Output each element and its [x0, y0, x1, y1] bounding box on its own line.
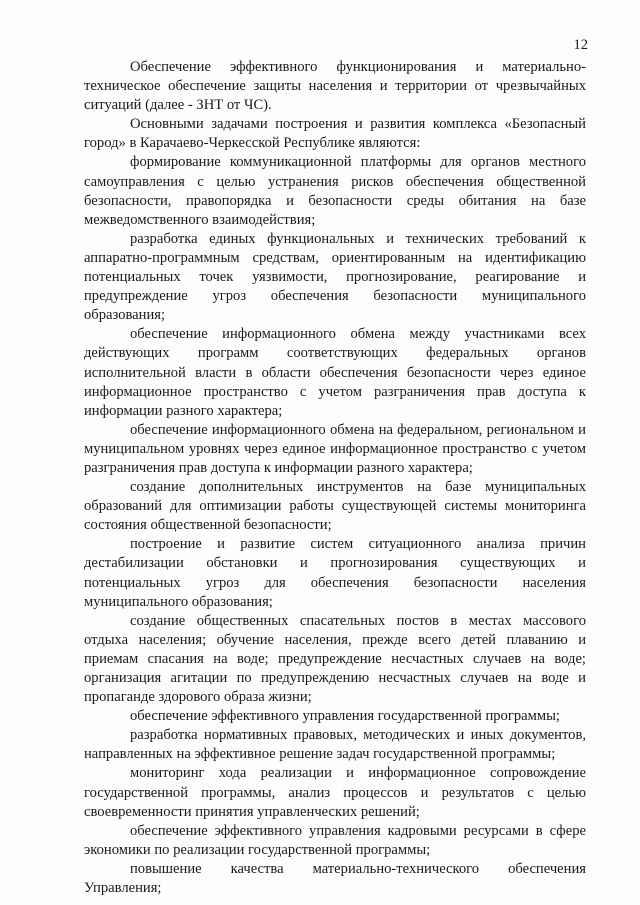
task-item: разработка нормативных правовых, методических и иных документов, направленных на эффективное решение задач государственной программы;	[84, 727, 586, 763]
task-item: формирование коммуникационной платформы для органов местного самоуправления с целью устранения рисков обеспечения общественной безопасности, правопорядка и безопасности среды обитания на базе межведомственного взаимодействия;	[84, 154, 586, 228]
task-item: построение и развитие систем ситуационного анализа причин дестабилизации обстановки и прогнозирования существующих и потенциальных угроз для обеспечения безопасности населения муниципального образования;	[84, 536, 586, 610]
task-item: обеспечение информационного обмена между участниками всех действующих программ соответствующих федеральных органов исполнительной власти в области обеспечения безопасности через единое информационное пространство с учетом разграничения прав доступа к информации разного характера;	[84, 326, 586, 419]
task-item: обеспечение информационного обмена на федеральном, региональном и муниципальном уровнях через единое информационное пространство с учетом разграничения прав доступа к информации разного характера;	[84, 421, 586, 476]
task-item: повышение качества материально-технического обеспечения Управления;	[84, 860, 586, 897]
paragraph-main-tasks: Основными задачами построения и развития комплекса «Безопасный город» в Карачаево-Черкесской Республике являются:	[84, 116, 586, 152]
task-item: обеспечение эффективного управления государственной программы;	[130, 708, 560, 725]
page-number: 12	[573, 37, 588, 53]
task-item: разработка единых функциональных и технических требований к аппаратно-программным средствам, ориентированным на идентификацию потенциальных точек уязвимости, прогнозирование, реагирование и предупреждение угроз обеспечения безопасности муниципального образования;	[84, 230, 586, 324]
paragraph-znt-intro: Обеспечение эффективного функционирования и материально-техническое обеспечение защиты населения и территории от чрезвычайных ситуаций (далее - ЗНТ от ЧС).	[84, 59, 586, 114]
task-item: создание дополнительных инструментов на базе муниципальных образований для оптимизации работы существующей системы мониторинга состояния общественной безопасности;	[84, 479, 586, 534]
task-item: мониторинг хода реализации и информационное сопровождение государственной программы, анализ процессов и результатов с целью своевременности принятия управленческих решений;	[84, 765, 586, 820]
task-item: обеспечение эффективного управления кадровыми ресурсами в сфере экономики по реализации государственной программы;	[84, 822, 586, 858]
task-item: создание общественных спасательных постов в местах массового отдыха населения; обучение населения, прежде всего детей плаванию и приемам спасания на воде; предупреждение несчастных случаев на воде; организация агитации по предупреждению несчастных случаев на воде и пропаганде здорового образа жизни;	[84, 612, 586, 706]
document-body	[84, 58, 586, 898]
